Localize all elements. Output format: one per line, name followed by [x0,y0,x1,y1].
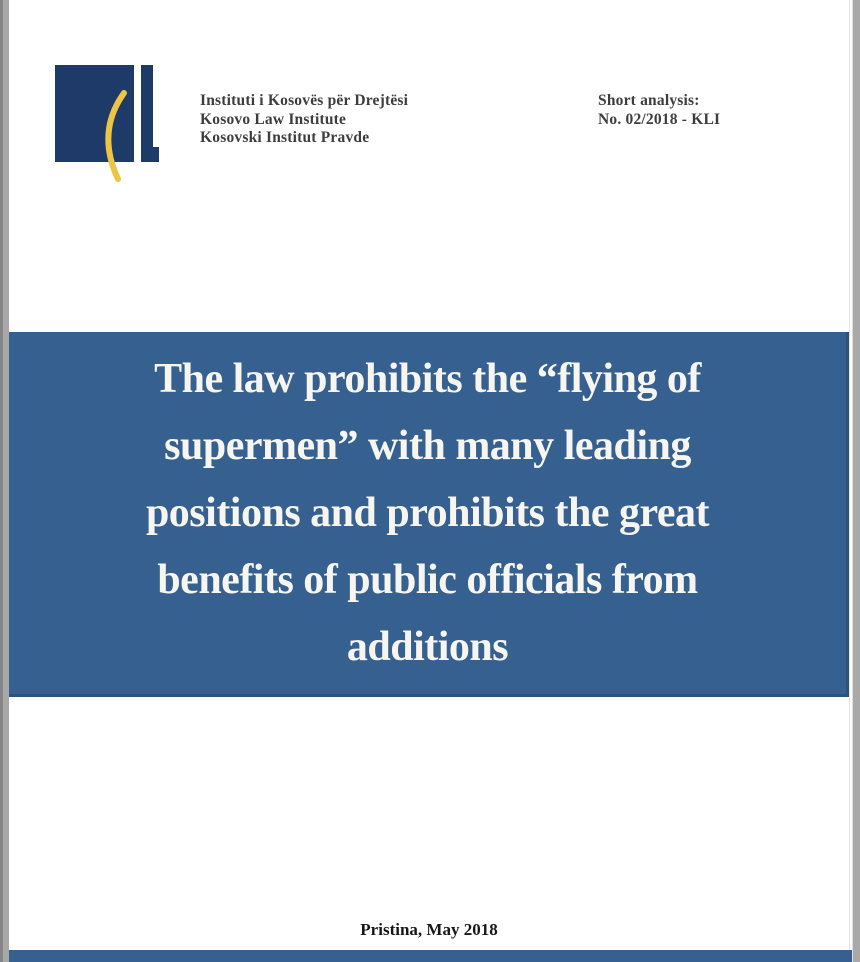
document-title [9,332,846,681]
organization-name-block [200,92,408,148]
title-line-3: positions and prohibits the great [145,490,710,536]
page-right-edge-shadow [852,0,860,962]
org-name-serbian: Kosovski Institut Pravde [200,129,370,146]
place-and-date: Pristina, May 2018 [360,920,498,939]
analysis-number-block [598,92,720,129]
page-right-edge-line [849,0,850,962]
kli-logo-letter-l-foot [141,147,159,162]
org-name-english: Kosovo Law Institute [200,110,347,128]
org-name-albanian: Instituti i Kosovës për Drejtësi [200,92,409,109]
page-left-edge-shadow [0,0,9,962]
title-line-5: additions [346,624,509,670]
title-line-1: The law prohibits the “flying of [154,356,701,402]
title-line-4: benefits of public officials from [157,557,698,603]
footer-blue-bar [9,950,852,962]
analysis-number: No. 02/2018 - KLI [598,110,721,128]
analysis-label: Short analysis: [598,92,700,109]
title-banner [9,332,849,697]
kli-logo-yellow-arc-icon [88,84,138,186]
title-line-2: supermen” with many leading [164,423,691,469]
